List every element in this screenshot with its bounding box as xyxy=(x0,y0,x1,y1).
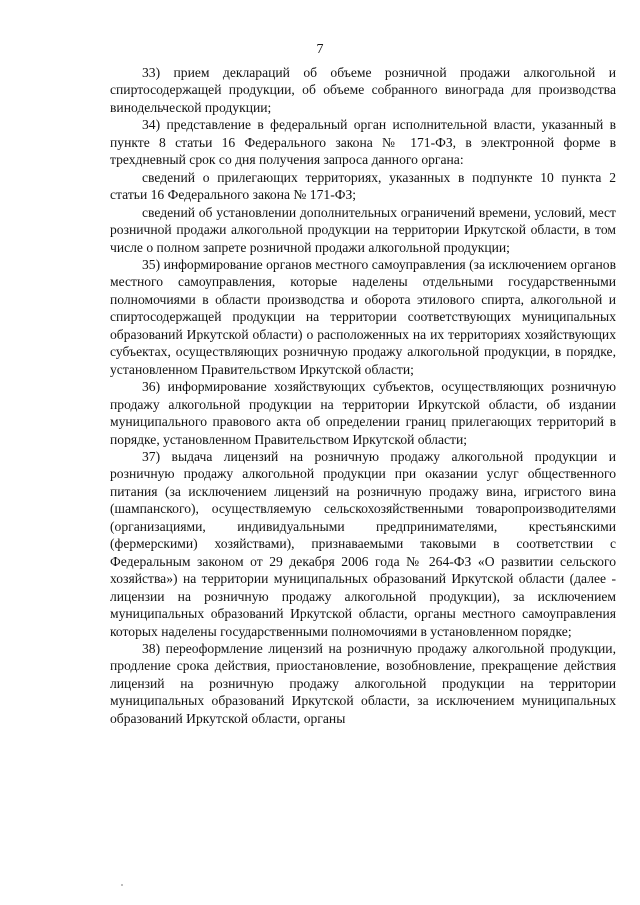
paragraph-item-33: 33) прием деклараций об объеме розничной продажи алкогольной и спиртосодержащей продукции, об объеме собранного винограда для производства винодельческой продукции; xyxy=(110,65,616,115)
paragraph-subitem-restrictions: сведений об установлении дополнительных ограничений времени, условий, мест розничной продажи алкогольной продукции на территории Иркутской области, в том числе о полном запрете розничной продажи алкогольной продукции; xyxy=(110,204,616,255)
paragraph-item-36: 36) информирование хозяйствующих субъектов, осуществляющих розничную продажу алкогольной продукции на территории Иркутской области, об издании муниципального правового акта об определении границ прилегающих территорий в порядке, установленном Правительством Иркутской области; xyxy=(110,379,616,447)
paragraph-subitem-territories: сведений о прилегающих территориях, указанных в подпункте 10 пункта 2 статьи 16 Федерального закона № 171-ФЗ; xyxy=(110,169,616,203)
paragraph-item-35: 35) информирование органов местного самоуправления (за исключением органов местного самоуправления, которые наделены отдельными государственными полномочиями в области производства и оборота этилового спирта, алкогольной и спиртосодержащей продукции на территории соответствующих муниципальных образований Иркутской области) о расположенных на их территориях хозяйствующих субъектах, осуществляющих розничную продажу алкогольной продукции, в порядке, установленном Правительством Иркутской области; xyxy=(110,256,616,377)
scan-speck xyxy=(121,884,123,886)
document-body xyxy=(110,64,616,727)
page-number: 7 xyxy=(316,42,324,57)
paragraph-item-38: 38) переоформление лицензий на розничную продажу алкогольной продукции, продление срока действия, приостановление, возобновление, прекращение действия лицензий на розничную продажу алкогольной продукции на территории муниципальных образований Иркутской области, за исключением муниципальных образований Иркутской области, органы xyxy=(110,640,616,726)
paragraph-item-34: 34) представление в федеральный орган исполнительной власти, указанный в пункте 8 статьи 16 Федерального закона № 171-ФЗ, в электронной форме в трехдневный срок со дня получения запроса данного органа: xyxy=(110,117,616,168)
paragraph-item-37: 37) выдача лицензий на розничную продажу алкогольной продукции и розничную продажу алкогольной продукции при оказании услуг общественного питания (за исключением лицензий на розничную продажу вина, игристого вина (шампанского), осуществляемую сельскохозяйственными товаропроизводителями (организациями, индивидуальными предпринимателями, крестьянскими (фермерскими) хозяйствами), признаваемыми таковыми в соответствии с Федеральным законом от 29 декабря 2006 года № 264-ФЗ «О развитии сельского хозяйства») на территории муниципальных образований Иркутской области (далее - лицензии на розничную продажу алкогольной продукции), за исключением муниципальных образований Иркутской области, органы местного самоуправления которых наделены государственными полномочиями в установленном порядке; xyxy=(110,448,616,639)
